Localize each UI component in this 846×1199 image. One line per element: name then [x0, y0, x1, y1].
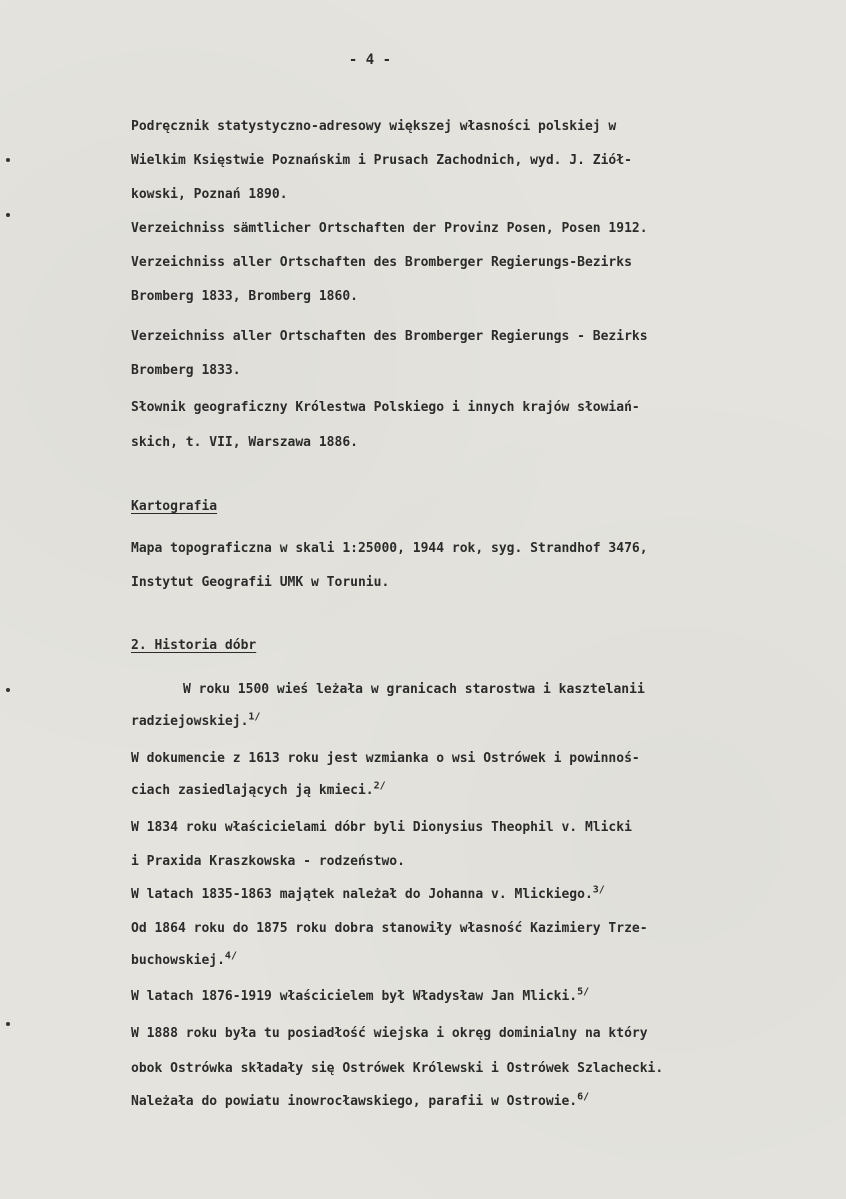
history-line: buchowskiej.$^{4/}$ [131, 950, 237, 968]
source-line: skich, t. VII, Warszawa 1886. [131, 435, 358, 450]
margin-mark [6, 158, 10, 162]
margin-mark [6, 213, 10, 217]
history-line: i Praxida Kraszkowska - rodzeństwo. [131, 854, 405, 869]
page-number: - 4 - [348, 52, 392, 68]
source-line: Słownik geograficzny Królestwa Polskiego i innych krajów słowiań- [131, 400, 640, 415]
history-line: W 1834 roku właścicielami dóbr byli Dionysius Theophil v. Mlicki [131, 820, 632, 835]
section-heading-history: 2. Historia dóbr [131, 638, 257, 653]
source-line: Verzeichniss aller Ortschaften des Bromberger Regierungs - Bezirks [131, 329, 648, 344]
source-line: Verzeichniss sämtlicher Ortschaften der Provinz Posen, Posen 1912. [131, 221, 648, 236]
section-heading-cartography: Kartografia [131, 499, 218, 514]
source-line: kowski, Poznań 1890. [131, 187, 288, 202]
history-line: W 1888 roku była tu posiadłość wiejska i okręg dominialny na który [131, 1026, 648, 1041]
history-line: radziejowskiej.$^{1/}$ [131, 711, 261, 729]
cartography-line: Instytut Geografii UMK w Toruniu. [131, 575, 390, 590]
history-line: W dokumencie z 1613 roku jest wzmianka o wsi Ostrówek i powinnoś- [131, 751, 640, 766]
history-line: W roku 1500 wieś leżała w granicach starostwa i kasztelanii [183, 682, 645, 697]
margin-mark [6, 688, 10, 692]
source-line: Verzeichniss aller Ortschaften des Bromberger Regierungs-Bezirks [131, 255, 632, 270]
source-line: Bromberg 1833. [131, 363, 241, 378]
history-line: ciach zasiedlających ją kmieci.$^{2/}$ [131, 780, 386, 798]
history-line: W latach 1835-1863 majątek należał do Johanna v. Mlickiego.$^{3/}$ [131, 884, 605, 902]
source-line: Wielkim Księstwie Poznańskim i Prusach Zachodnich, wyd. J. Ziół- [131, 153, 632, 168]
cartography-line: Mapa topograficzna w skali 1:25000, 1944 rok, syg. Strandhof 3476, [131, 541, 648, 556]
history-line: Należała do powiatu inowrocławskiego, parafii w Ostrowie.$^{6/}$ [131, 1091, 590, 1109]
history-line: Od 1864 roku do 1875 roku dobra stanowiły własność Kazimiery Trze- [131, 921, 648, 936]
margin-mark [6, 1022, 10, 1026]
history-line: obok Ostrówka składały się Ostrówek Królewski i Ostrówek Szlachecki. [131, 1061, 664, 1076]
source-line: Bromberg 1833, Bromberg 1860. [131, 289, 358, 304]
history-line: W latach 1876-1919 właścicielem był Władysław Jan Mlicki.$^{5/}$ [131, 986, 590, 1004]
source-line: Podręcznik statystyczno-adresowy większej własności polskiej w [131, 119, 617, 134]
